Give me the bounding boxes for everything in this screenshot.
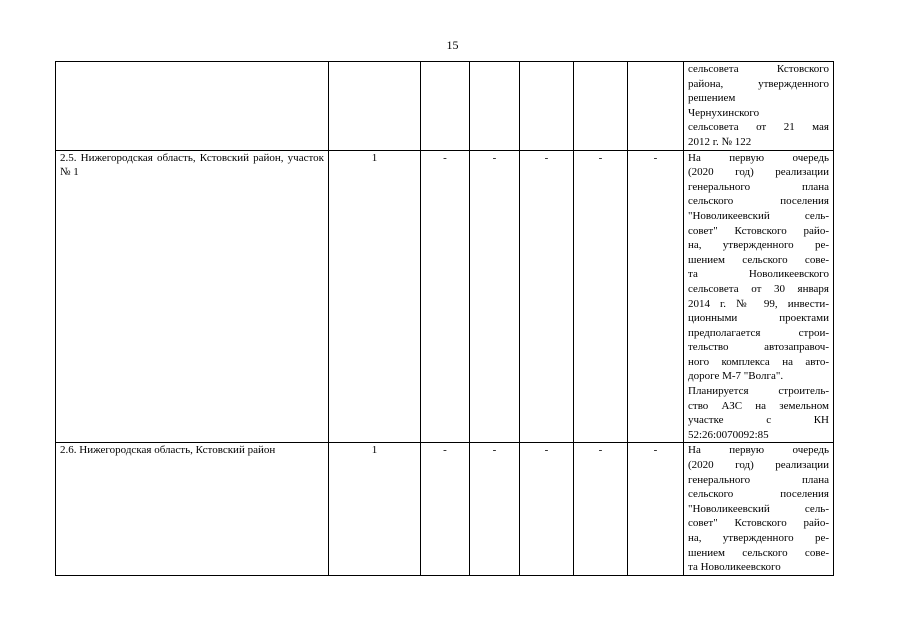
value-cell [520,62,574,151]
value-cell: 1 [329,150,421,443]
note-line: (2020 год) реализации [688,459,829,472]
note-line: 52:26:0070092:85 [688,428,769,441]
note-line: сельсовета Кстовского [688,63,829,75]
value-cell [628,62,684,151]
value-cell [421,62,470,151]
note-line: ство АЗС на земельном [688,399,829,412]
note-line: ного комплекса на авто- [688,355,829,368]
note-line: (2020 год) реализации [688,166,829,179]
value-cell: - [628,443,684,575]
note-line: тельство автозаправоч- [688,341,829,354]
note-line: та Новоликеевского [688,561,781,574]
value-cell [470,62,520,151]
location-cell: 2.6. Нижегородская область, Кстовский район [56,443,329,575]
note-line: На первую очередь [688,151,829,164]
note-line: предполагается строи- [688,326,829,339]
note-line: района, утвержденного [688,77,829,90]
note-line: на, утвержденного ре- [688,239,829,252]
note-line: та Новоликеевского [688,268,829,281]
note-line: генерального плана [688,473,829,486]
note-cell [684,150,834,443]
location-cell: 2.5. Нижегородская область, Кстовский район, участок № 1 [56,150,329,443]
value-cell: 1 [329,443,421,575]
note-line: совет" Кстовского райо- [688,517,829,530]
note-line: сельсовета от 21 мая [688,121,829,134]
note-line: "Новоликеевский сель- [688,209,829,222]
note-line: "Новоликеевский сель- [688,502,829,515]
page-number: 15 [446,38,459,52]
table-row [56,150,834,443]
value-cell: - [470,443,520,575]
value-cell [574,62,628,151]
note-line: шением сельского сове- [688,546,829,559]
note-line: шением сельского сове- [688,253,829,266]
value-cell [329,62,421,151]
value-cell: - [520,443,574,575]
value-cell: - [421,150,470,443]
note-cell [684,62,834,151]
note-line: ционными проектами [688,312,829,325]
note-line: 2012 г. № 122 [688,135,752,148]
value-cell: - [520,150,574,443]
note-line: 2014 г. № 99, инвести- [688,297,829,310]
table-row [56,443,834,575]
value-cell: - [421,443,470,575]
table-row [56,62,834,151]
location-cell [56,62,329,151]
note-line: сельсовета от 30 января [688,282,829,295]
value-cell: - [574,150,628,443]
value-cell: - [574,443,628,575]
note-cell [684,443,834,575]
note-line: Чернухинского [688,106,760,119]
document-table [55,61,834,576]
note-line: генерального плана [688,180,829,193]
value-cell: - [628,150,684,443]
note-line: совет" Кстовского райо- [688,224,829,237]
note-line: На первую очередь [688,444,829,457]
value-cell: - [470,150,520,443]
note-line: решением [688,92,736,105]
note-line: сельского поселения [688,195,829,208]
note-line: Планируется строитель- [688,385,829,398]
note-line: на, утвержденного ре- [688,532,829,544]
note-line: дороге М-7 "Волга". [688,370,784,383]
note-line: сельского поселения [688,488,829,501]
note-line: участке с КН [688,414,829,427]
